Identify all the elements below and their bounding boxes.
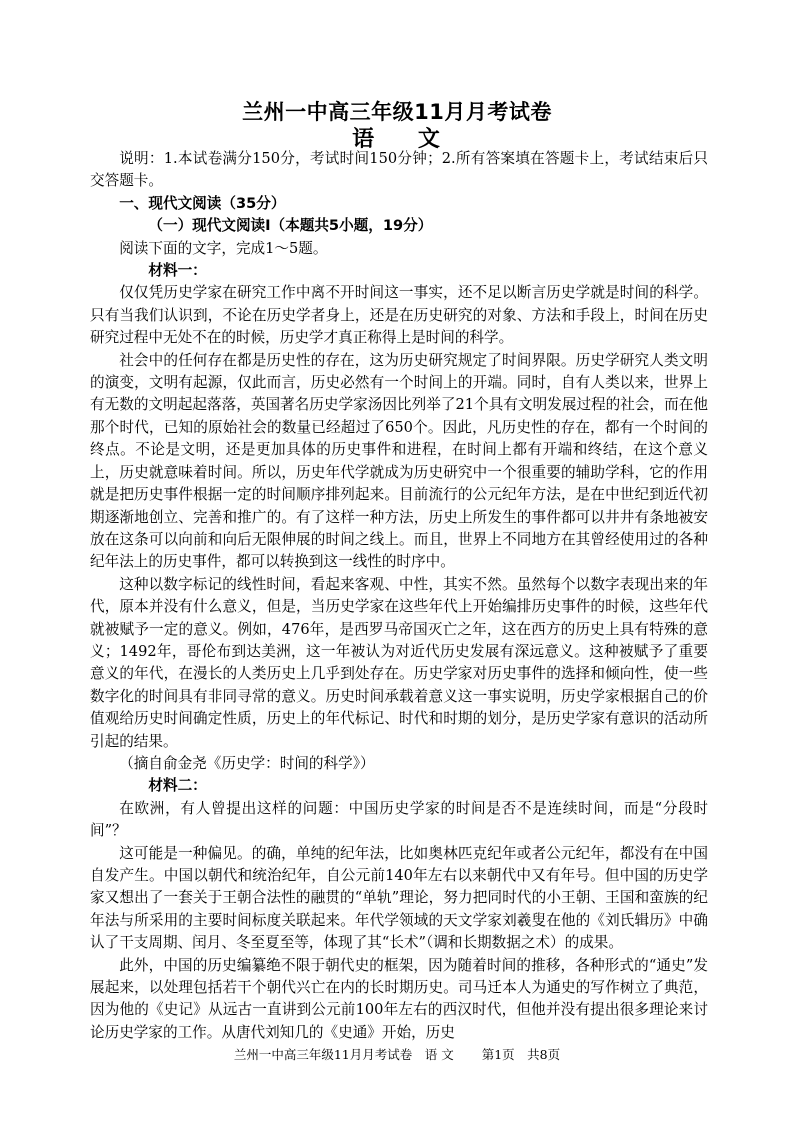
page-footer — [0, 1045, 794, 1063]
material1-paragraph: 社会中的任何存在都是历史性的存在，这为历史研究规定了时间界限。历史学研究人类文明的演变，文明有起源，仅此而言，历史必然有一个时间上的开端。同时，自有人类以来，世界上有无数的文明起起落落，英国著名历史学家汤因比列举了21个具有文明发展过程的社会，而在他那个时代，已知的原始社会的数量已经超过了650个。因此，凡历史性的存在，都有一个时间的终点。不论是文明，还是更加具体的历史事件和进程，在时间上都有开端和终结，在这个意义上，历史就意味着时间。所以，历史年代学就成为历史研究中一个很重要的辅助学科，它的作用就是把历史事件根据一定的时间顺序排列起来。目前流行的公元纪年方法，是在中世纪到近代初期逐渐地创立、完善和推广的。有了这样一种方法，历史上所发生的事件都可以井井有条地被安放在这条可以向前和向后无限伸展的时间之线上。而且，世界上不同地方在其曾经使用过的各种纪年法上的历史事件，都可以转换到这一线性的时序中。 — [90, 351, 708, 571]
material2-paragraph: 此外，中国的历史编纂绝不限于朝代史的框架，因为随着时间的推移，各种形式的“通史”发展起来，以处理包括若干个朝代兴亡在内的长时期历史。司马迁本人为通史的写作树立了典范，因为他的《史记》从远古一直讲到公元前100年左右的西汉时代，但他并没有提出很多理论来讨论历史学家的工作。从唐代刘知几的《史通》开始，历史 — [90, 956, 708, 1041]
footer-exam-name: 兰州一中高三年级11月月考试卷 语 文 — [233, 1047, 454, 1062]
section-heading: 一、现代文阅读（35分） — [119, 194, 286, 212]
material1-paragraph: 仅仅凭历史学家在研究工作中离不开时间这一事实，还不足以断言历史学就是时间的科学。只有当我们认识到，不论在历史学者身上，还是在历史研究的对象、方法和手段上，时间在历史研究过程中无处不在的时候，历史学才真正称得上是时间的科学。 — [90, 284, 708, 347]
instructions: 说明：1.本试卷满分150分，考试时间150分钟；2.所有答案填在答题卡上，考试结束后只交答题卡。 — [90, 150, 708, 190]
material1-source: （摘自俞金尧《历史学：时间的科学》） — [119, 754, 375, 772]
reading-prompt: 阅读下面的文字，完成1～5题。 — [119, 239, 328, 257]
footer-page-number: 第1页 共8页 — [481, 1047, 561, 1062]
subject-title: 语 文 — [352, 127, 458, 152]
material2-paragraph: 这可能是一种偏见。的确，单纯的纪年法，比如奥林匹克纪年或者公元纪年，都没有在中国自发产生。中国以朝代和统治纪年，自公元前140年左右以来朝代中又有年号。但中国的历史学家又想出了一套关于王朝合法性的融贯的“单轨”理论，努力把同时代的小王朝、王国和蛮族的纪年法与所采用的主要时间标度关联起来。年代学领域的天文学家刘羲叟在他的《刘氏辑历》中确认了干支周期、闰月、冬至夏至等，体现了其“长术”（调和长期数据之术）的成果。 — [90, 844, 708, 952]
subsection-heading: （一）现代文阅读Ⅰ（本题共5小题，19分） — [148, 217, 433, 235]
material1-paragraph: 这种以数字标记的线性时间，看起来客观、中性，其实不然。虽然每个以数字表现出来的年代，原本并没有什么意义，但是，当历史学家在这些年代上开始编排历史事件的时候，这些年代就被赋予一定的意义。例如，476年，是西罗马帝国灭亡之年，这在西方的历史上具有特殊的意义；1492年，哥伦布到达美洲，这一年被认为对近代历史发展有深远意义。这种被赋予了重要意义的年代，在漫长的人类历史上几乎到处存在。历史学家对历史事件的选择和倾向性，使一些数字化的时间具有非同寻常的意义。历史时间承载着意义这一事实说明，历史学家根据自己的价值观给历史时间确定性质，历史上的年代标记、时代和时期的划分，是历史学家有意识的活动所引起的结果。 — [90, 575, 708, 750]
exam-body — [90, 148, 708, 1044]
material1-label: 材料一： — [148, 262, 207, 280]
exam-title: 兰州一中高三年级11月月考试卷 — [242, 100, 552, 124]
material2-paragraph: 在欧洲，有人曾提出这样的问题：中国历史学家的时间是否不是连续时间，而是“分段时间”？ — [90, 799, 708, 840]
material2-label: 材料二： — [148, 777, 207, 795]
